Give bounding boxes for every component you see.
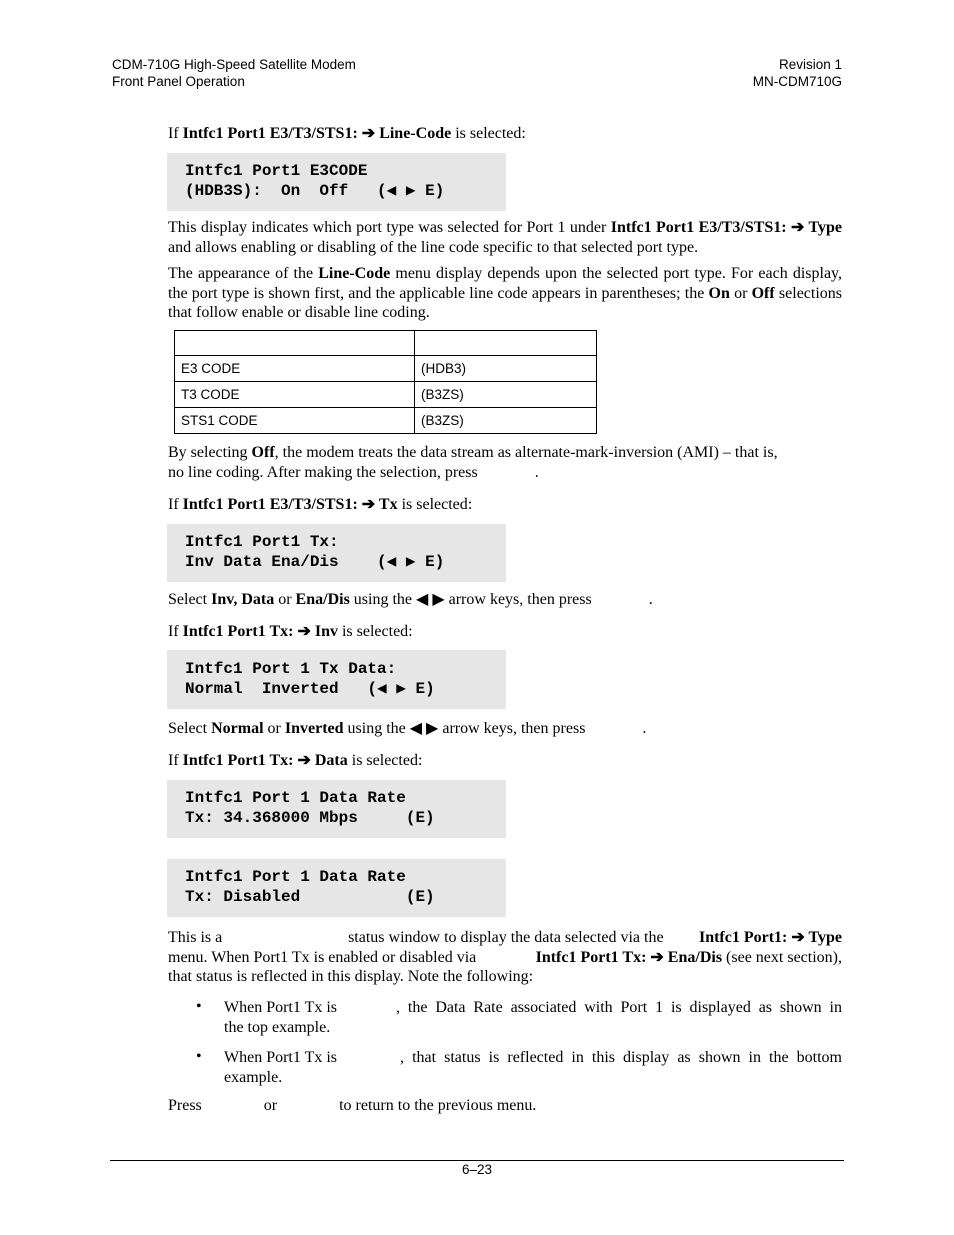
- table-cell: T3 CODE: [175, 382, 415, 408]
- lcd-line-1: Intfc1 Port 1 Tx Data:: [185, 660, 397, 678]
- lcd-data-rate-disabled: [167, 859, 506, 917]
- table-header-cell: [415, 331, 597, 356]
- document-title: CDM-710G High-Speed Satellite Modem: [112, 57, 356, 72]
- table-row: [175, 408, 597, 434]
- section-title: Front Panel Operation: [112, 74, 245, 89]
- revision-label: Revision 1: [778, 57, 842, 72]
- inv-select-instruction: Select Normal or Inverted using the ◀ ▶ arrow keys, then press .: [168, 720, 647, 737]
- bullet-item-disabled: When Port1 Tx is , that status is reflected in this display as shown in the bottom example.: [224, 1049, 842, 1086]
- running-header-left: [112, 56, 356, 90]
- table-row: [175, 356, 597, 382]
- off-selection-paragraph: By selecting Off, the modem treats the data stream as alternate-mark-inversion (AMI) – that is, no line coding. After making the selection, press .: [168, 444, 778, 481]
- table-header-cell: [175, 331, 415, 356]
- status-window-paragraph: This is a status window to display the data selected via the Intfc1 Port1: ➔ Type menu. When Port1 Tx is enabled or disabled via Intfc1 Port1 Tx: ➔ Ena/Dis (see next section), that status is reflected in this display. Note the following:: [168, 929, 842, 985]
- inv-intro: If Intfc1 Port1 Tx: ➔ Inv is selected:: [168, 623, 413, 640]
- table-cell: (HDB3): [415, 356, 597, 382]
- lcd-line-1: Intfc1 Port1 Tx:: [185, 533, 339, 551]
- linecode-appearance-paragraph: The appearance of the Line-Code menu display depends upon the selected port type. For each display, the port type is shown first, and the applicable line code appears in parentheses; the On or Off selections that follow enable or disable line coding.: [168, 265, 843, 321]
- linecode-intro: If Intfc1 Port1 E3/T3/STS1: ➔ Line-Code is selected:: [168, 125, 526, 142]
- lcd-line-2: Tx: Disabled (E): [185, 887, 435, 906]
- running-header-right: [753, 56, 842, 90]
- lcd-line-2: Normal Inverted (◀ ▶ E): [185, 679, 435, 698]
- bullet-symbol: •: [196, 998, 202, 1015]
- lcd-line-1: Intfc1 Port 1 Data Rate: [185, 789, 406, 807]
- tx-select-instruction: Select Inv, Data or Ena/Dis using the ◀ ▶ arrow keys, then press .: [168, 591, 653, 608]
- return-instruction: Press or to return to the previous menu.: [168, 1097, 537, 1114]
- bullet-symbol: •: [196, 1048, 202, 1065]
- table-cell: STS1 CODE: [175, 408, 415, 434]
- lcd-line-1: Intfc1 Port1 E3CODE: [185, 162, 368, 180]
- lcd-line-2: Tx: 34.368000 Mbps (E): [185, 808, 435, 827]
- table-header-row: [175, 331, 597, 356]
- line-code-table: [174, 330, 597, 434]
- lcd-line-1: Intfc1 Port 1 Data Rate: [185, 868, 406, 886]
- lcd-tx: [167, 524, 506, 582]
- table-cell: (B3ZS): [415, 408, 597, 434]
- lcd-data-rate-enabled: [167, 780, 506, 838]
- table-row: [175, 382, 597, 408]
- lcd-linecode: [167, 153, 506, 211]
- tx-intro: If Intfc1 Port1 E3/T3/STS1: ➔ Tx is selected:: [168, 496, 473, 513]
- table-cell: (B3ZS): [415, 382, 597, 408]
- lcd-line-2: Inv Data Ena/Dis (◀ ▶ E): [185, 552, 445, 571]
- linecode-description: This display indicates which port type was selected for Port 1 under Intfc1 Port1 E3/T3/STS1: ➔ Type and allows enabling or disabling of the line code specific to that selected port type.: [168, 219, 842, 256]
- data-intro: If Intfc1 Port1 Tx: ➔ Data is selected:: [168, 752, 423, 769]
- manual-number: MN-CDM710G: [752, 74, 842, 89]
- footer-rule: [110, 1160, 844, 1161]
- page-number: 6–23: [461, 1162, 493, 1177]
- lcd-line-2: (HDB3S): On Off (◀ ▶ E): [185, 181, 445, 200]
- bullet-item-enabled: When Port1 Tx is , the Data Rate associated with Port 1 is displayed as shown in the top example.: [224, 999, 842, 1036]
- table-cell: E3 CODE: [175, 356, 415, 382]
- lcd-inv: [167, 650, 506, 709]
